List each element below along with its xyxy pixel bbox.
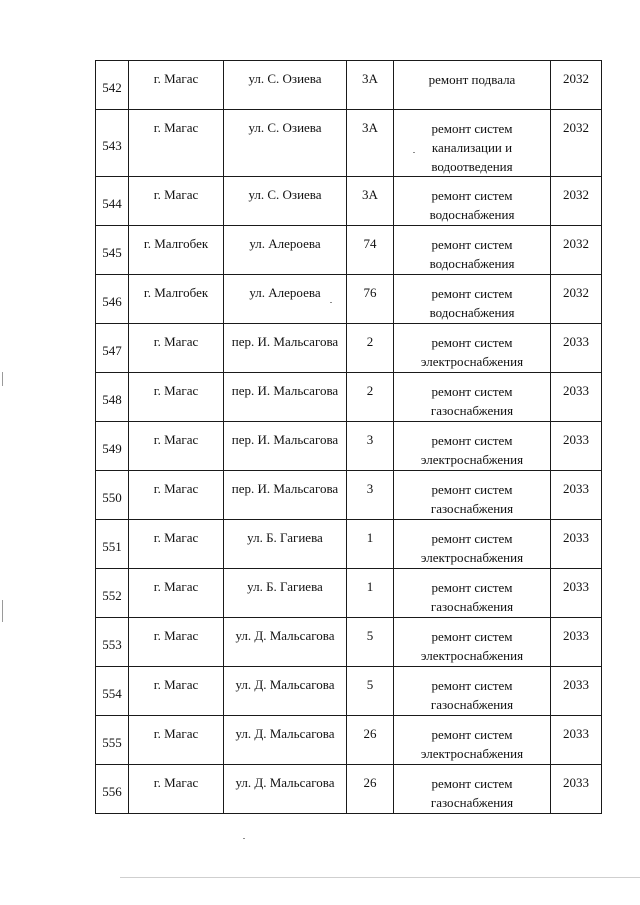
row-number: 547 bbox=[96, 324, 129, 373]
work-type-cell: ремонт систем электроснабжения bbox=[394, 324, 551, 373]
work-type-cell: ремонт систем газоснабжения bbox=[394, 373, 551, 422]
city-cell: г. Магас bbox=[129, 422, 224, 471]
year-cell: 2033 bbox=[551, 716, 602, 765]
scan-edge-mark bbox=[2, 372, 3, 386]
work-type-cell: ремонт систем газоснабжения bbox=[394, 471, 551, 520]
table-row bbox=[96, 177, 602, 226]
house-cell: 26 bbox=[347, 765, 394, 814]
row-number: 553 bbox=[96, 618, 129, 667]
street-cell: ул. С. Озиева bbox=[224, 177, 347, 226]
house-cell: 5 bbox=[347, 667, 394, 716]
row-number: 548 bbox=[96, 373, 129, 422]
row-number: 543 bbox=[96, 110, 129, 177]
row-number: 546 bbox=[96, 275, 129, 324]
table-row bbox=[96, 422, 602, 471]
street-cell: ул. Алероева bbox=[224, 275, 347, 324]
work-type-cell: ремонт систем электроснабжения bbox=[394, 618, 551, 667]
house-cell: 3 bbox=[347, 422, 394, 471]
table-row bbox=[96, 110, 602, 177]
work-type-cell: ремонт систем канализации и водоотведения bbox=[394, 110, 551, 177]
city-cell: г. Магас bbox=[129, 373, 224, 422]
city-cell: г. Магас bbox=[129, 177, 224, 226]
house-cell: 3А bbox=[347, 110, 394, 177]
city-cell: г. Магас bbox=[129, 667, 224, 716]
scan-speck bbox=[330, 302, 332, 303]
table-row bbox=[96, 765, 602, 814]
city-cell: г. Малгобек bbox=[129, 275, 224, 324]
year-cell: 2032 bbox=[551, 110, 602, 177]
work-type-cell: ремонт систем водоснабжения bbox=[394, 275, 551, 324]
house-cell: 3 bbox=[347, 471, 394, 520]
row-number: 544 bbox=[96, 177, 129, 226]
row-number: 545 bbox=[96, 226, 129, 275]
work-type-cell: ремонт систем газоснабжения bbox=[394, 569, 551, 618]
work-type-cell: ремонт систем электроснабжения bbox=[394, 716, 551, 765]
scan-speck bbox=[413, 152, 415, 153]
table-row bbox=[96, 716, 602, 765]
city-cell: г. Магас bbox=[129, 324, 224, 373]
city-cell: г. Магас bbox=[129, 569, 224, 618]
city-cell: г. Малгобек bbox=[129, 226, 224, 275]
repair-schedule-table bbox=[95, 60, 602, 814]
year-cell: 2033 bbox=[551, 618, 602, 667]
year-cell: 2033 bbox=[551, 324, 602, 373]
row-number: 551 bbox=[96, 520, 129, 569]
street-cell: ул. Д. Мальсагова bbox=[224, 765, 347, 814]
street-cell: ул. Алероева bbox=[224, 226, 347, 275]
street-cell: пер. И. Мальсагова bbox=[224, 471, 347, 520]
row-number: 550 bbox=[96, 471, 129, 520]
street-cell: пер. И. Мальсагова bbox=[224, 422, 347, 471]
work-type-cell: ремонт систем электроснабжения bbox=[394, 422, 551, 471]
street-cell: пер. И. Мальсагова bbox=[224, 373, 347, 422]
work-type-cell: ремонт систем газоснабжения bbox=[394, 667, 551, 716]
work-type-cell: ремонт систем электроснабжения bbox=[394, 520, 551, 569]
work-type-cell: ремонт систем водоснабжения bbox=[394, 226, 551, 275]
table-row bbox=[96, 373, 602, 422]
city-cell: г. Магас bbox=[129, 471, 224, 520]
year-cell: 2033 bbox=[551, 765, 602, 814]
table-row bbox=[96, 569, 602, 618]
table-row bbox=[96, 61, 602, 110]
scan-bottom-line bbox=[120, 877, 640, 878]
table-row bbox=[96, 226, 602, 275]
city-cell: г. Магас bbox=[129, 520, 224, 569]
scan-speck bbox=[243, 838, 245, 839]
house-cell: 1 bbox=[347, 520, 394, 569]
house-cell: 3А bbox=[347, 177, 394, 226]
table-row bbox=[96, 667, 602, 716]
table-row bbox=[96, 275, 602, 324]
house-cell: 3А bbox=[347, 61, 394, 110]
work-type-cell: ремонт систем водоснабжения bbox=[394, 177, 551, 226]
house-cell: 74 bbox=[347, 226, 394, 275]
house-cell: 2 bbox=[347, 373, 394, 422]
row-number: 549 bbox=[96, 422, 129, 471]
city-cell: г. Магас bbox=[129, 110, 224, 177]
year-cell: 2032 bbox=[551, 226, 602, 275]
house-cell: 2 bbox=[347, 324, 394, 373]
year-cell: 2033 bbox=[551, 520, 602, 569]
city-cell: г. Магас bbox=[129, 618, 224, 667]
street-cell: ул. С. Озиева bbox=[224, 110, 347, 177]
street-cell: пер. И. Мальсагова bbox=[224, 324, 347, 373]
street-cell: ул. Д. Мальсагова bbox=[224, 716, 347, 765]
work-type-cell: ремонт систем газоснабжения bbox=[394, 765, 551, 814]
row-number: 542 bbox=[96, 61, 129, 110]
table-row bbox=[96, 471, 602, 520]
year-cell: 2032 bbox=[551, 275, 602, 324]
house-cell: 26 bbox=[347, 716, 394, 765]
scan-edge-mark bbox=[2, 600, 3, 622]
table-row bbox=[96, 520, 602, 569]
year-cell: 2033 bbox=[551, 569, 602, 618]
street-cell: ул. Б. Гагиева bbox=[224, 520, 347, 569]
year-cell: 2032 bbox=[551, 61, 602, 110]
house-cell: 1 bbox=[347, 569, 394, 618]
year-cell: 2032 bbox=[551, 177, 602, 226]
table-row bbox=[96, 324, 602, 373]
street-cell: ул. Д. Мальсагова bbox=[224, 667, 347, 716]
city-cell: г. Магас bbox=[129, 765, 224, 814]
year-cell: 2033 bbox=[551, 373, 602, 422]
city-cell: г. Магас bbox=[129, 716, 224, 765]
row-number: 555 bbox=[96, 716, 129, 765]
house-cell: 76 bbox=[347, 275, 394, 324]
row-number: 556 bbox=[96, 765, 129, 814]
street-cell: ул. Б. Гагиева bbox=[224, 569, 347, 618]
year-cell: 2033 bbox=[551, 422, 602, 471]
row-number: 552 bbox=[96, 569, 129, 618]
year-cell: 2033 bbox=[551, 471, 602, 520]
street-cell: ул. Д. Мальсагова bbox=[224, 618, 347, 667]
street-cell: ул. С. Озиева bbox=[224, 61, 347, 110]
table-row bbox=[96, 618, 602, 667]
row-number: 554 bbox=[96, 667, 129, 716]
work-type-cell: ремонт подвала bbox=[394, 61, 551, 110]
house-cell: 5 bbox=[347, 618, 394, 667]
city-cell: г. Магас bbox=[129, 61, 224, 110]
year-cell: 2033 bbox=[551, 667, 602, 716]
